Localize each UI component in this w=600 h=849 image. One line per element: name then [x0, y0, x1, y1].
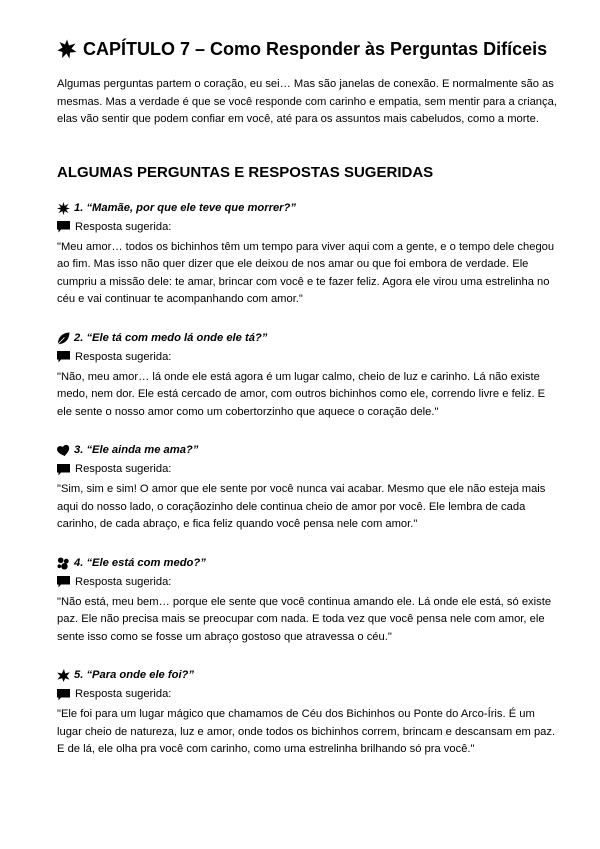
answer-label — [57, 575, 557, 590]
star-burst-icon — [57, 39, 77, 59]
speech-bubble-icon — [57, 221, 70, 233]
leaf-icon — [57, 332, 70, 345]
answer-label-text: Resposta sugerida: — [75, 350, 172, 363]
chapter-title-text: CAPÍTULO 7 – Como Responder às Perguntas Difíceis — [83, 39, 548, 59]
paw-icon — [57, 557, 70, 570]
answer-text: "Não, meu amor… lá onde ele está agora é um lugar calmo, cheio de luz e carinho. Lá não existe medo, nem dor. Ele está cercado de amor, com outros bichinhos como ele, correndo livre e feliz. E ele sente o nosso amor como um cobertorzinho que aquece o coração dele." — [57, 370, 546, 418]
question-text: 5. “Para onde ele foi?” — [74, 669, 194, 681]
answer-text: "Não está, meu bem… porque ele sente que você continua amando ele. Lá onde ele está, só existe paz. Ele não precisa mais se preocupar com nada. E toda vez que você pensa nele com amor, ele sente isso como se fosse um abraço gostoso que atravessa o céu." — [57, 595, 552, 643]
question — [57, 331, 557, 346]
answer-label — [57, 687, 557, 702]
question-text: 4. “Ele está com medo?” — [74, 556, 206, 569]
answer-label-text: Resposta sugerida: — [75, 463, 172, 475]
qa-item — [57, 201, 557, 309]
qa-item — [57, 668, 557, 759]
qa-item — [57, 556, 557, 647]
chapter-title — [57, 38, 557, 60]
answer-label-text: Resposta sugerida: — [75, 575, 172, 588]
speech-bubble-icon — [57, 464, 70, 476]
heart-icon — [57, 444, 70, 457]
speech-bubble-icon — [57, 576, 70, 588]
speech-bubble-icon — [57, 351, 70, 363]
qa-item — [57, 331, 557, 422]
sparkle-icon — [57, 202, 70, 215]
qa-item — [57, 443, 557, 534]
question-text: 2. “Ele tá com medo lá onde ele tá?” — [74, 331, 268, 344]
question-text: 1. “Mamãe, por que ele teve que morrer?” — [74, 201, 296, 214]
document-page — [57, 38, 557, 781]
answer-label-text: Resposta sugerida: — [75, 688, 172, 700]
answer-label — [57, 220, 557, 235]
question — [57, 201, 557, 216]
answer-text: "Meu amor… todos os bichinhos têm um tempo para viver aqui com a gente, e o tempo dele chegou ao fim. Mas isso não quer dizer que ele deixou de nos amar ou que foi embora de verdade. Ele cumpriu a missão dele: te amar, brincar com você e te fazer feliz. Agora ele virou uma estrelinha no céu e vai continuar te acompanhando com amor." — [57, 240, 555, 305]
star-icon — [57, 669, 70, 682]
answer-text: "Sim, sim e sim! O amor que ele sente por você nunca vai acabar. Mesmo que ele não esteja mais aqui do nosso lado, o coraçãozinho dele continua cheio de amor por você. Ele lembra de cada carinho, de cada abraço, e fica feliz quando você pensa nele com amor." — [57, 483, 546, 530]
answer-text: "Ele foi para um lugar mágico que chamamos de Céu dos Bichinhos ou Ponte do Arco-Íris. É um lugar cheio de natureza, luz e amor, onde todos os bichinhos correm, brincam e descansam em paz. E de lá, ele olha pra você com carinho, como uma estrelinha brilhando só pra você." — [57, 708, 556, 755]
section-heading: ALGUMAS PERGUNTAS E RESPOSTAS SUGERIDAS — [57, 163, 434, 181]
answer-label-text: Resposta sugerida: — [75, 220, 172, 233]
question — [57, 443, 557, 458]
chapter-intro: Algumas perguntas partem o coração, eu sei… Mas são janelas de conexão. E normalmente são as mesmas. Mas a verdade é que se você responde com carinho e empatia, sem mentir para a criança, elas vão sentir que podem confiar em você, até para os assuntos mais cabeludos, como a morte. — [57, 78, 557, 125]
question — [57, 668, 557, 683]
answer-label — [57, 350, 557, 365]
question — [57, 556, 557, 571]
answer-label — [57, 462, 557, 477]
question-text: 3. “Ele ainda me ama?” — [74, 444, 199, 456]
speech-bubble-icon — [57, 689, 70, 701]
